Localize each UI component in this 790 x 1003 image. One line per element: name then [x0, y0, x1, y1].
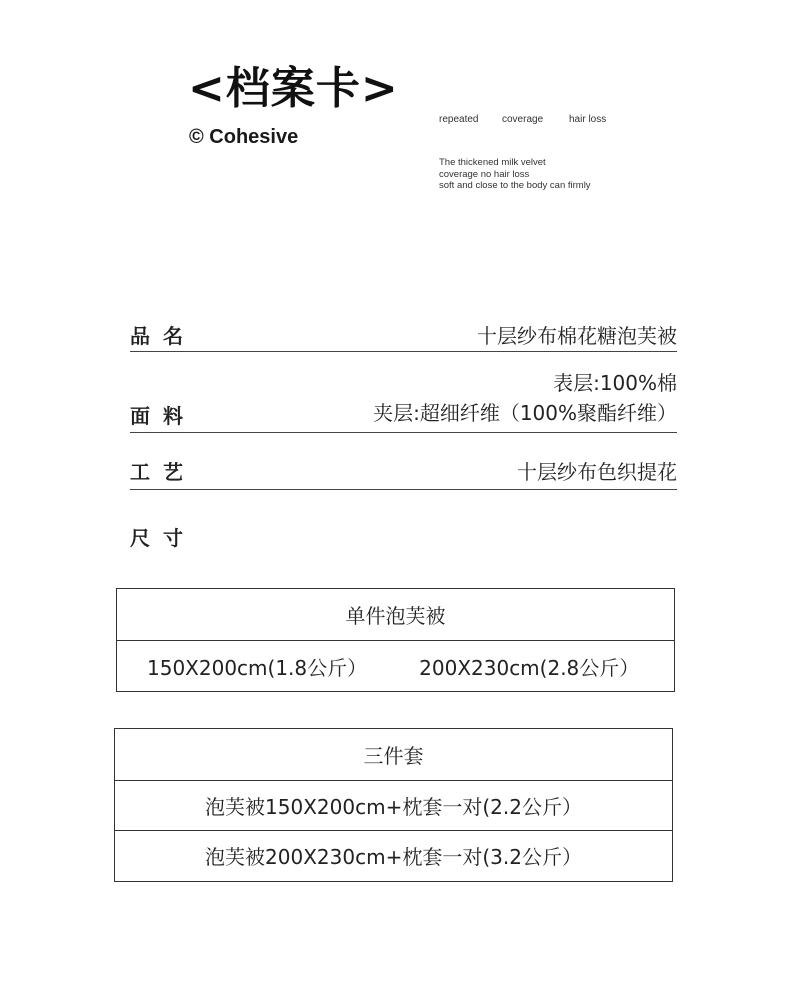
desc-line-1: The thickened milk velvet [439, 157, 546, 168]
spec-row-name [130, 310, 677, 352]
size-option-150x200: 150X200cm(1.8公斤） [147, 655, 368, 680]
spec-label-size: 尺寸 [130, 526, 196, 550]
spec-label-name: 品名 [130, 324, 196, 348]
spec-value-fabric-line1: 表层:100%棉 [553, 371, 677, 395]
feature-description [439, 157, 591, 192]
desc-line-2: coverage no hair loss [439, 168, 530, 180]
size-option-200x230: 200X230cm(2.8公斤） [419, 655, 640, 680]
spec-label-fabric: 面料 [130, 404, 196, 428]
three-piece-set-table [114, 728, 673, 882]
tag-coverage: coverage [502, 114, 544, 125]
tag-repeated: repeated [439, 114, 479, 125]
spec-value-craft: 十层纱布色织提花 [517, 460, 677, 484]
single-table-header: 单件泡芙被 [345, 604, 446, 628]
set-table-header: 三件套 [363, 743, 424, 768]
spec-label-craft: 工艺 [130, 460, 196, 484]
single-quilt-table [116, 588, 675, 692]
set-table-row-1: 泡芙被150X200cm+枕套一对(2.2公斤） [115, 780, 672, 831]
spec-row-size [130, 490, 677, 550]
spec-value-name: 十层纱布棉花糖泡芙被 [477, 324, 677, 348]
spec-row-craft [130, 434, 677, 490]
brand-logo: © Cohesive [189, 126, 299, 148]
tag-hair-loss: hair loss [569, 114, 607, 125]
single-table-sizes-row [117, 640, 674, 691]
set-table-row-2: 泡芙被200X230cm+枕套一对(3.2公斤） [115, 830, 672, 881]
spec-row-fabric [130, 352, 677, 433]
desc-line-3: soft and close to the body can firmly [439, 180, 591, 191]
page-title: <档案卡> [188, 63, 399, 114]
spec-value-fabric-line2: 夹层:超细纤维（100%聚酯纤维） [373, 401, 677, 425]
